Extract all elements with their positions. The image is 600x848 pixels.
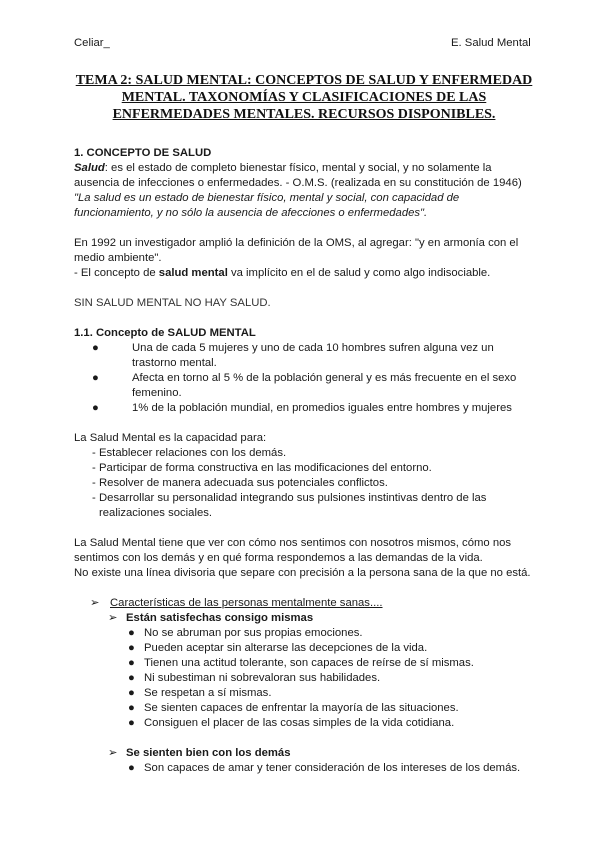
list-item-text: Se respetan a sí mismas. (144, 687, 272, 699)
list-item (74, 761, 534, 776)
paragraph-concept (74, 266, 534, 281)
bullet-icon: ● (92, 402, 99, 414)
bullet-icon: ● (128, 717, 135, 729)
header-subject: E. Salud Mental (451, 37, 531, 49)
list-item-text: Pueden aceptar sin alterarse las decepciones de la vida. (144, 642, 428, 654)
group-title-text: Se sienten bien con los demás (126, 747, 291, 759)
list-item-text: Establecer relaciones con los demás. (99, 447, 287, 459)
slogan: SIN SALUD MENTAL NO HAY SALUD. (74, 297, 271, 309)
definition-quote: "La salud es un estado de bienestar físico, mental y social, con capacidad de funcionamiento, y no sólo la ausencia de afecciones o enfermedades". (74, 192, 460, 219)
list-item-text: No se abruman por sus propias emociones. (144, 627, 363, 639)
list-item-text: Tienen una actitud tolerante, son capaces de reírse de sí mismas. (144, 657, 474, 669)
concept-bold: salud mental (158, 267, 228, 279)
paragraph-divisoria: No existe una línea divisoria que separe con precisión a la persona sana de la que no está. (74, 567, 531, 579)
list-item (74, 371, 534, 401)
group-satisfechas-list (74, 626, 534, 731)
bullet-icon: ● (92, 342, 99, 354)
characteristics-heading (74, 596, 534, 611)
list-item (74, 716, 534, 731)
list-item (74, 401, 534, 416)
list-item (74, 461, 534, 476)
list-item (74, 686, 534, 701)
stats-list (74, 341, 534, 416)
list-item-text: Son capaces de amar y tener consideración de los intereses de los demás. (144, 762, 521, 774)
paragraph-1992: En 1992 un investigador amplió la definición de la OMS, al agregar: "y en armonía con el medio ambiente". (74, 237, 519, 264)
group-title-text: Están satisfechas consigo mismas (126, 612, 314, 624)
bullet-icon: ● (128, 762, 135, 774)
section-heading-salud-mental: 1.1. Concepto de SALUD MENTAL (74, 327, 256, 339)
list-item-text: Desarrollar su personalidad integrando sus pulsiones instintivas dentro de las realizaciones sociales. (99, 492, 487, 519)
header-author: Celiar_ (74, 37, 110, 49)
definition-text: : es el estado de completo bienestar físico, mental y social, y no solamente la ausencia de infecciones o enfermedades. - O.M.S. (realizada en su constitución de 1946) (74, 162, 522, 189)
list-item-text: Participar de forma constructiva en las modificaciones del entorno. (99, 462, 432, 474)
characteristics-heading-text: Características de las personas mentalmente sanas.... (110, 597, 383, 609)
list-item (74, 446, 534, 461)
paragraph-feelings: La Salud Mental tiene que ver con cómo nos sentimos con nosotros mismos, cómo nos sentimos con los demás y en qué forma respondemos a las demandas de la vida. (74, 537, 512, 564)
group-satisfechas-title (74, 611, 534, 626)
arrow-icon: ➢ (108, 612, 118, 624)
dash-icon: - (92, 492, 96, 504)
page-title: TEMA 2: SALUD MENTAL: CONCEPTOS DE SALUD Y ENFERMEDAD MENTAL. TAXONOMÍAS Y CLASIFICACIONES DE LAS ENFERMEDADES MENTALES. RECURSOS DISPONIBLES. (75, 73, 533, 122)
dash-icon: - (92, 447, 96, 459)
list-item (74, 671, 534, 686)
list-item-text: Afecta en torno al 5 % de la población general y es más frecuente en el sexo femenino. (132, 372, 517, 399)
salud-definition (74, 161, 534, 191)
concept-prefix: - El concepto de (74, 267, 159, 279)
section-heading-concepto-salud: 1. CONCEPTO DE SALUD (74, 147, 212, 159)
document-body (74, 146, 534, 776)
dash-icon: - (92, 477, 96, 489)
arrow-icon: ➢ (90, 597, 100, 609)
list-item-text: Se sienten capaces de enfrentar la mayoría de las situaciones. (144, 702, 459, 714)
list-item-text: Ni subestiman ni sobrevaloran sus habilidades. (144, 672, 381, 684)
arrow-icon: ➢ (108, 747, 118, 759)
concept-suffix: va implícito en el de salud y como algo indisociable. (227, 267, 491, 279)
list-item (74, 341, 534, 371)
list-item (74, 656, 534, 671)
group-demas-list (74, 761, 534, 776)
bullet-icon: ● (128, 672, 135, 684)
bullet-icon: ● (128, 687, 135, 699)
bullet-icon: ● (128, 627, 135, 639)
list-item (74, 626, 534, 641)
bullet-icon: ● (128, 657, 135, 669)
list-item (74, 701, 534, 716)
definition-term: Salud (74, 162, 105, 174)
bullet-icon: ● (92, 372, 99, 384)
list-item-text: Una de cada 5 mujeres y uno de cada 10 hombres sufren alguna vez un trastorno mental. (132, 342, 494, 369)
bullet-icon: ● (128, 642, 135, 654)
capacity-list (74, 446, 534, 521)
list-item-text: Consiguen el placer de las cosas simples de la vida cotidiana. (144, 717, 455, 729)
list-item (74, 491, 534, 521)
list-item-text: Resolver de manera adecuada sus potenciales conflictos. (99, 477, 388, 489)
capacity-intro: La Salud Mental es la capacidad para: (74, 432, 267, 444)
dash-icon: - (92, 462, 96, 474)
group-demas-title (74, 746, 534, 761)
bullet-icon: ● (128, 702, 135, 714)
list-item-text: 1% de la población mundial, en promedios iguales entre hombres y mujeres (132, 402, 512, 414)
list-item (74, 476, 534, 491)
list-item (74, 641, 534, 656)
